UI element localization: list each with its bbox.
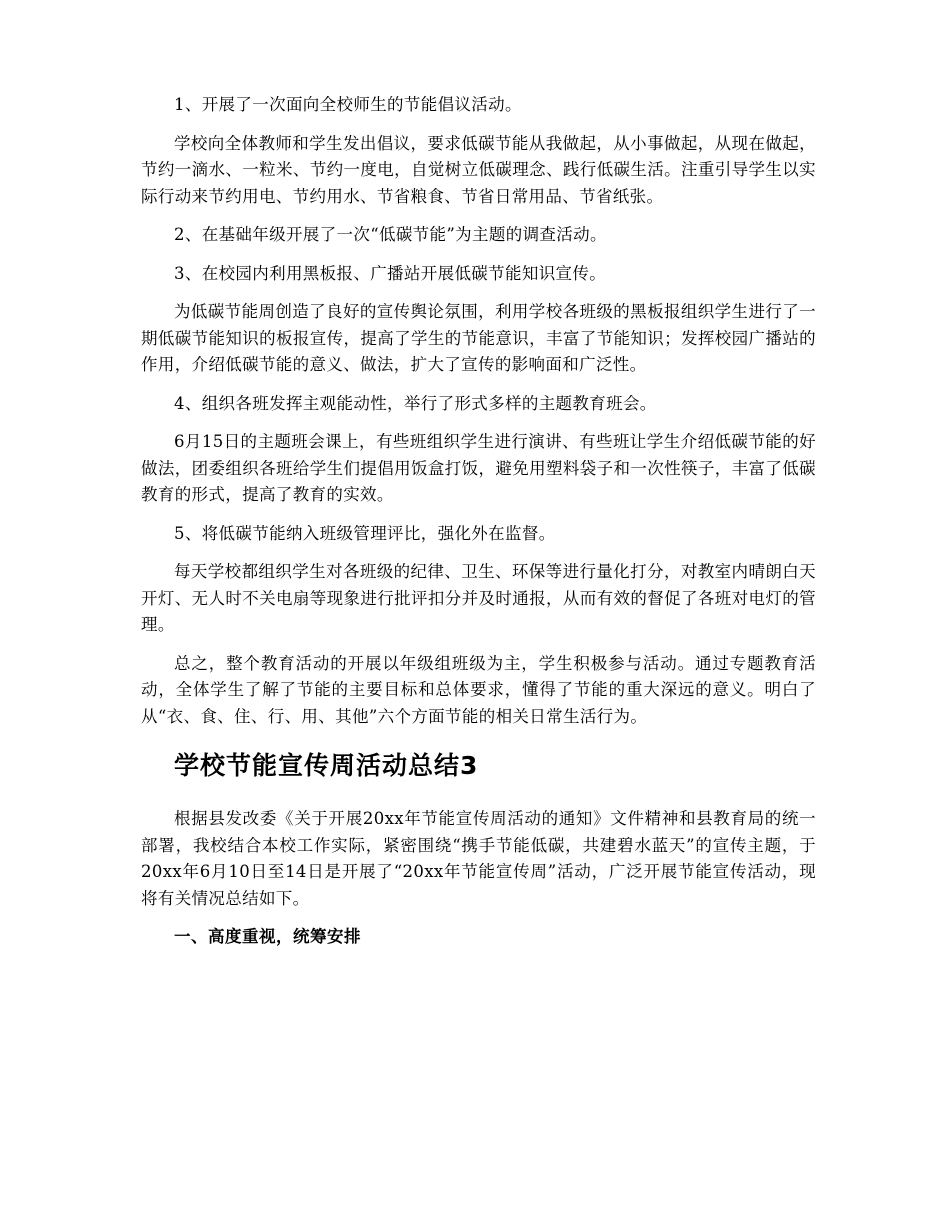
paragraph-supervision: 每天学校都组织学生对各班级的纪律、卫生、环保等进行量化打分，对教室内晴朗白天开灯、无人时不关电扇等现象进行批评扣分并及时通报，从而有效的督促了各班对电灯的管理。: [141, 562, 816, 634]
paragraph-item-2: 2、在基础年级开展了一次“低碳节能”为主题的调查活动。: [174, 225, 607, 244]
document-page: [141, 92, 816, 950]
paragraph-item-1: 1、开展了一次面向全校师生的节能倡议活动。: [174, 95, 522, 114]
subheading: 一、高度重视，统筹安排: [174, 927, 361, 946]
paragraph-item-5: 5、将低碳节能纳入班级管理评比，强化外在监督。: [174, 523, 556, 543]
paragraph-item-3: 3、在校园内利用黑板报、广播站开展低碳节能知识宣传。: [174, 263, 607, 283]
paragraph-item-4: 4、组织各班发挥主观能动性，举行了形式多样的主题教育班会。: [174, 393, 657, 413]
section-title: 学校节能宣传周活动总结3: [174, 751, 479, 780]
section-intro: 根据县发改委《关于开展20xx年节能宣传周活动的通知》文件精神和县教育局的统一部署，我校结合本校工作实际，紧密围绕“携手节能低碳，共建碧水蓝天”的宣传主题，于20xx年6月10日至14日是开展了“20xx年节能宣传周”活动，广泛开展节能宣传活动，现将有关情况总结如下。: [141, 809, 816, 908]
paragraph-initiative: 学校向全体教师和学生发出倡议，要求低碳节能从我做起，从小事做起，从现在做起，节约一滴水、一粒米、节约一度电，自觉树立低碳理念、践行低碳生活。注重引导学生以实际行动来节约用电、节约用水、节省粮食、节省日常用品、节省纸张。: [141, 133, 816, 206]
paragraph-class-meeting: 6月15日的主题班会课上，有些班组织学生进行演讲、有些班让学生介绍低碳节能的好做法，团委组织各班给学生们提倡用饭盒打饭，避免用塑料袋子和一次性筷子，丰富了低碳教育的形式，提高了教育的实效。: [141, 432, 816, 504]
paragraph-summary: 总之，整个教育活动的开展以年级组班级为主，学生积极参与活动。通过专题教育活动，全体学生了解了节能的主要目标和总体要求，懂得了节能的重大深远的意义。明白了从“衣、食、住、行、用、其他”六个方面节能的相关日常生活行为。: [141, 653, 816, 726]
paragraph-blackboard: 为低碳节能周创造了良好的宣传舆论氛围，利用学校各班级的黑板报组织学生进行了一期低碳节能知识的板报宣传，提高了学生的节能意识，丰富了节能知识；发挥校园广播站的作用，介绍低碳节能的意义、做法，扩大了宣传的影响面和广泛性。: [141, 302, 816, 374]
